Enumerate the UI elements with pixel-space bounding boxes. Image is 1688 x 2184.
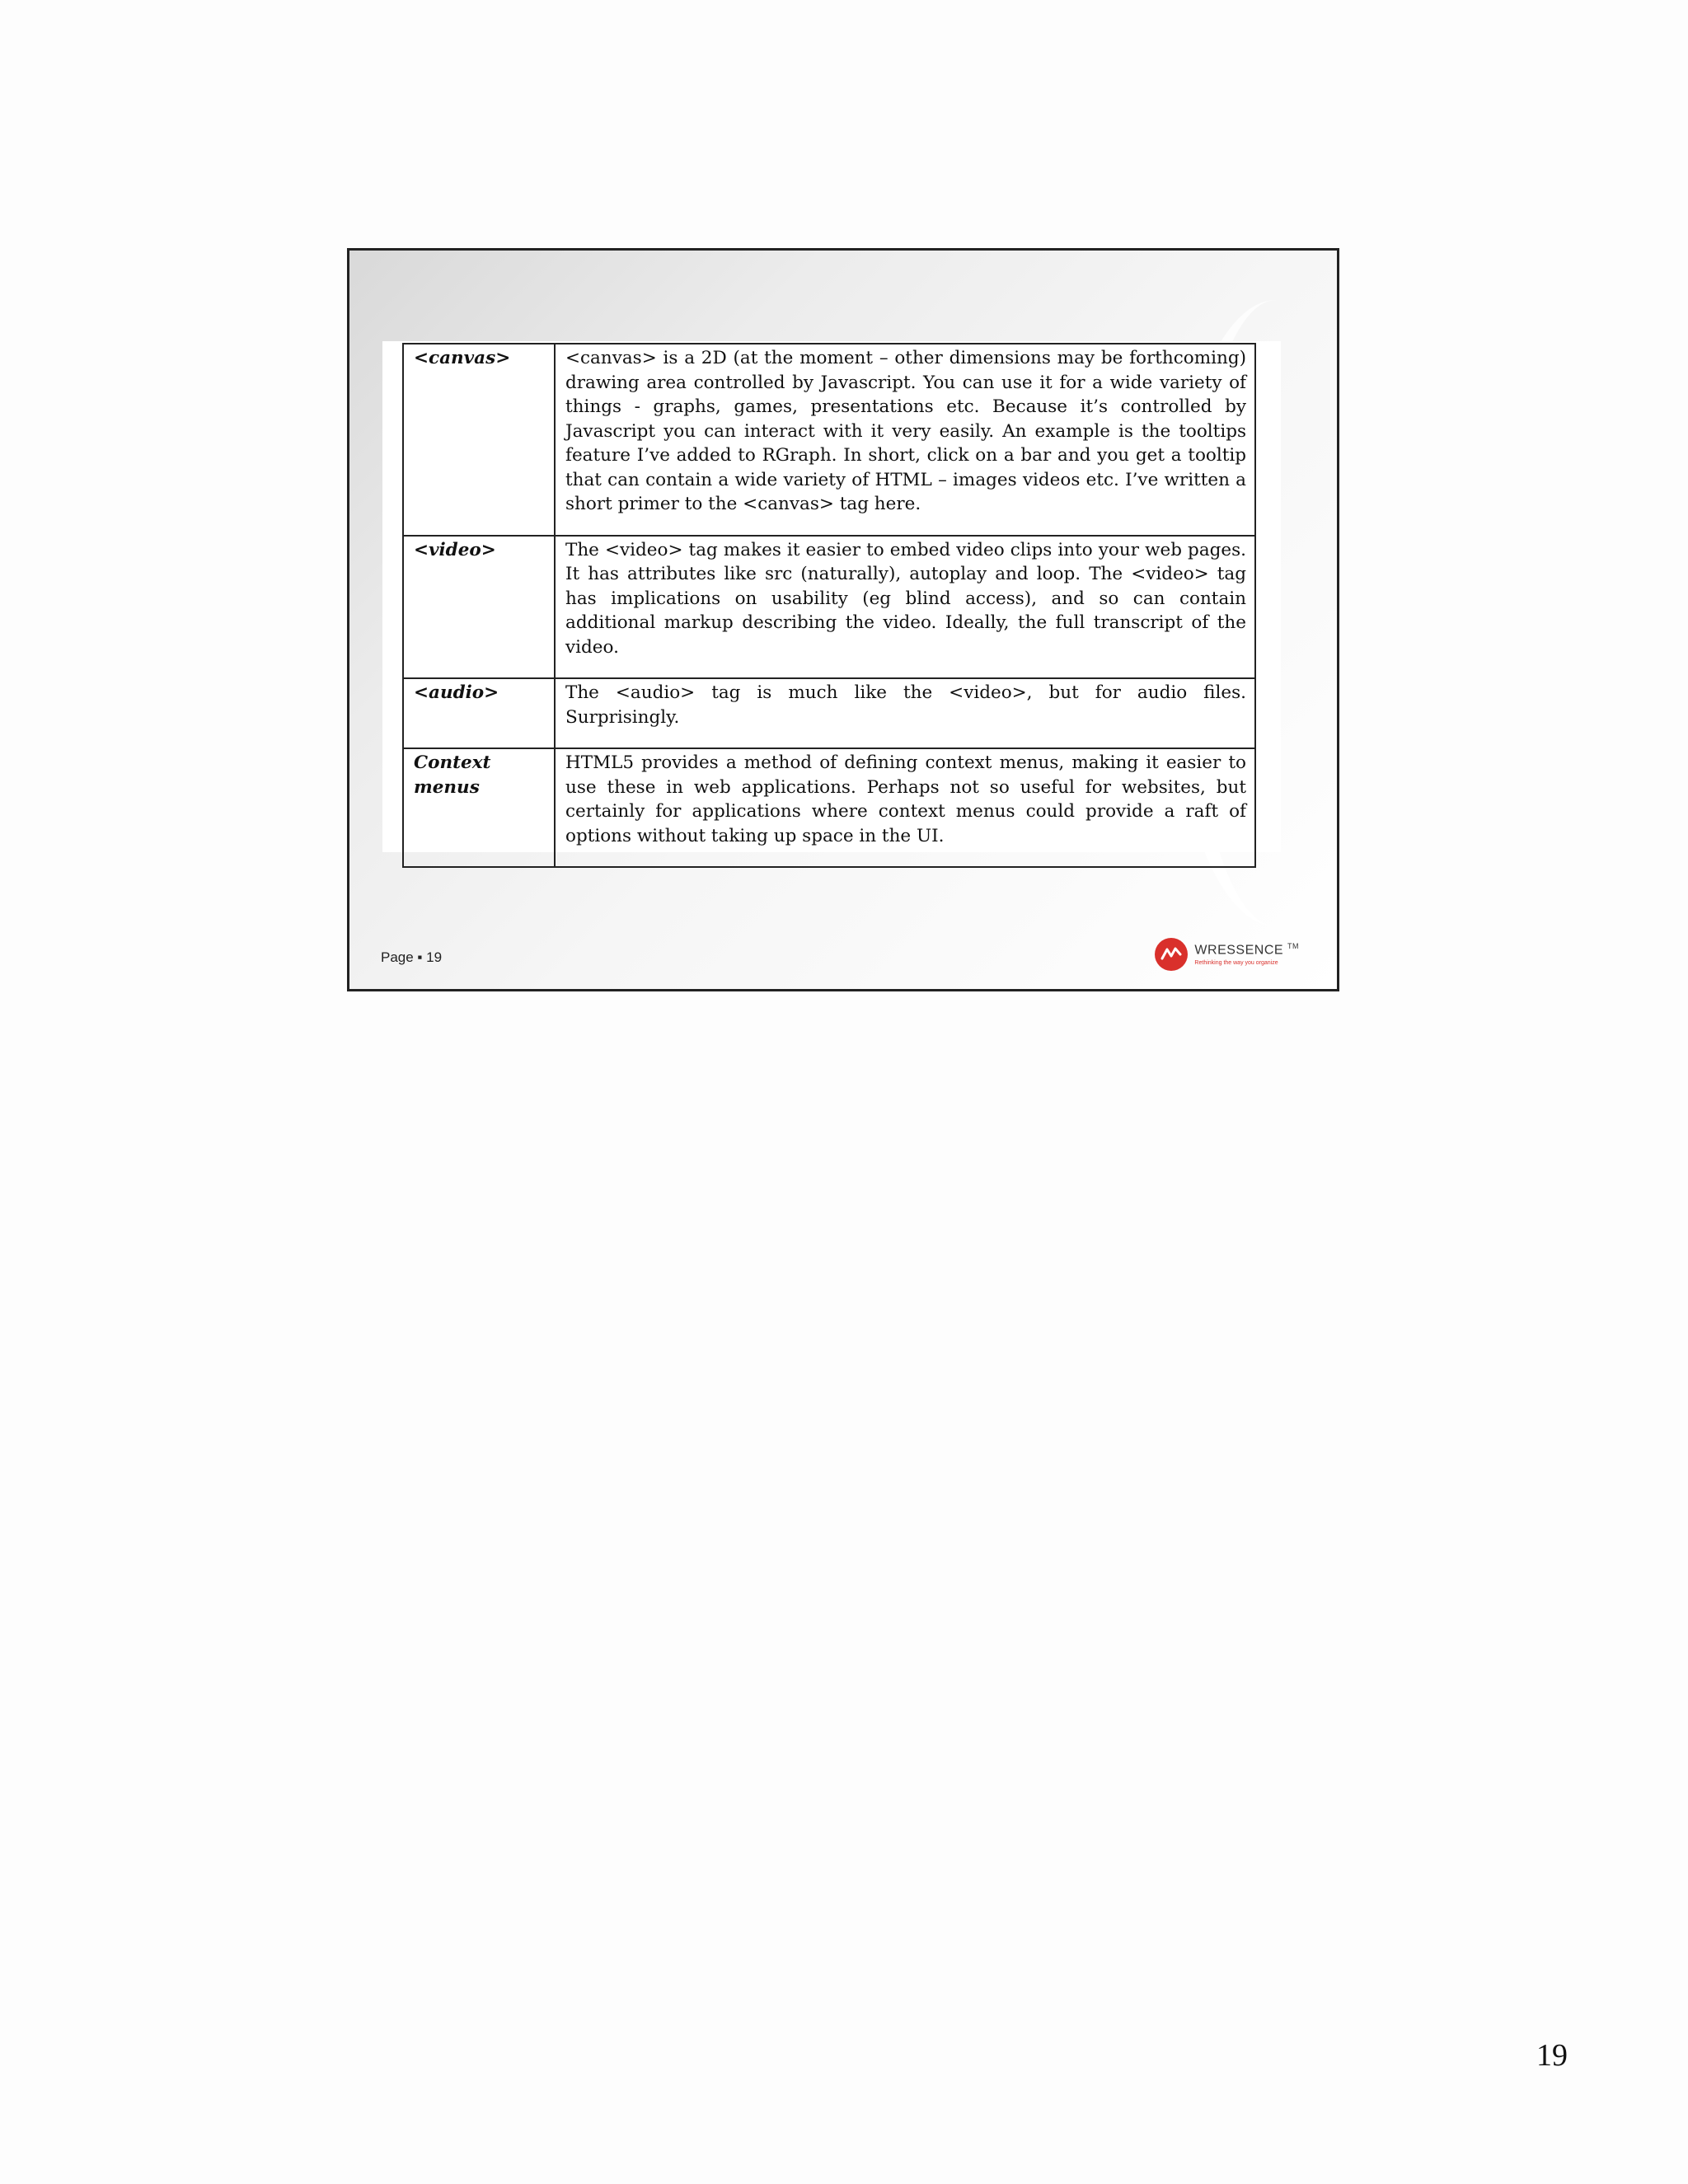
description-cell: HTML5 provides a method of defining context menus, making it easier to use these in web applications. Perhaps not so useful for websites, but certainly for applications where context menus could provide a raft of options without taking up space in the UI. [555, 748, 1255, 867]
term-cell: <video> [403, 536, 555, 679]
description-cell: The <video> tag makes it easier to embed video clips into your web pages. It has attributes like src (naturally), autoplay and loop. The <video> tag has implications on usability (eg blind access), and so can contain additional markup describing the video. Ideally, the full transcript of the video. [555, 536, 1255, 679]
logo-name-text: WRESSENCE [1194, 943, 1284, 958]
term-cell: <canvas> [403, 344, 555, 536]
term-cell: <audio> [403, 678, 555, 748]
description-cell: <canvas> is a 2D (at the moment – other dimensions may be forthcoming) drawing area controlled by Javascript. You can use it for a wide variety of things - graphs, games, presentations etc. Because it’s controlled by Javascript you can interact with it very easily. An example is the tooltips feature I’ve added to RGraph. In short, click on a bar and you get a tooltip that can contain a wide variety of HTML – images videos etc. I’ve written a short primer to the <canvas> tag here. [555, 344, 1255, 536]
description-cell: The <audio> tag is much like the <video>, but for audio files. Surprisingly. [555, 678, 1255, 748]
logo-trademark: TM [1287, 942, 1299, 951]
table-row [403, 678, 1255, 748]
slide-content [382, 341, 1281, 852]
page-number: 19 [1536, 2038, 1568, 2073]
company-logo [1155, 938, 1299, 971]
table-row [403, 344, 1255, 536]
logo-mark-icon [1155, 938, 1188, 971]
logo-text [1194, 943, 1299, 965]
table-row [403, 536, 1255, 679]
terms-table [402, 343, 1256, 868]
logo-tagline: Rethinking the way you organize [1194, 959, 1278, 966]
term-cell: Context menus [403, 748, 555, 867]
logo-name [1194, 943, 1299, 957]
slide-page-label: Page ▪ 19 [381, 949, 443, 965]
table-row [403, 748, 1255, 867]
slide [347, 248, 1339, 991]
